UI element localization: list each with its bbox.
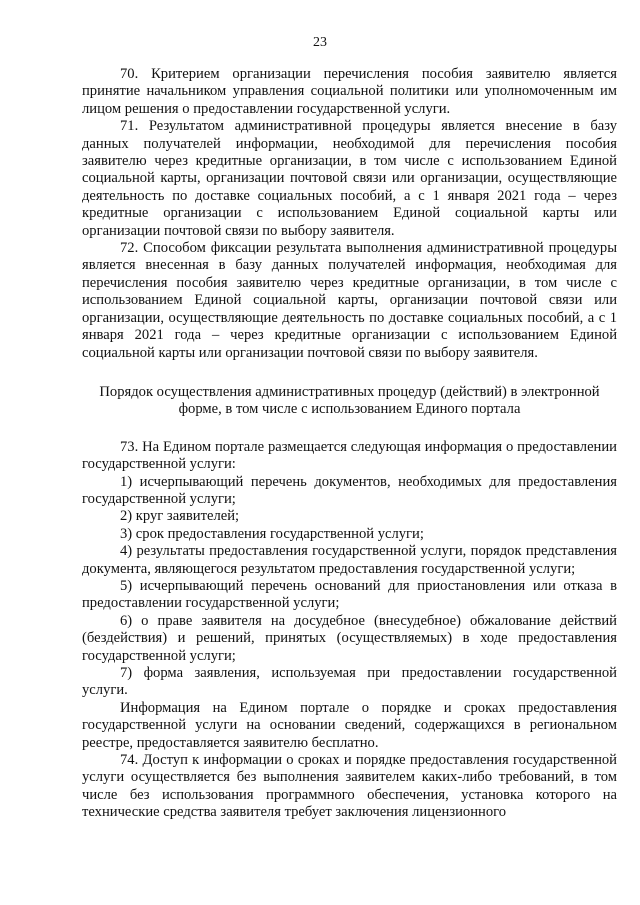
list-item-7: 7) форма заявления, используемая при предоставлении государственной услуги. [82,665,617,699]
list-item-6: 6) о праве заявителя на досудебное (внесудебное) обжалование действий (бездействия) и решений, принятых (осуществляемых) в ходе предоставления государственной услуги; [82,612,617,664]
list-item-1: 1) исчерпывающий перечень документов, необходимых для предоставления государственной услуги; [82,473,617,507]
paragraph-72: 72. Способом фиксации результата выполнения административной процедуры является внесенная в базу данных получателей информация, необходимая для перечисления пособия заявителю через кредитные организации, в том числе с использованием Единой социальной карты, организации почтовой связи или организации, осуществляющие деятельность по доставке социальных пособий, а с 1 января 2021 года – через кредитные организации с использованием Единой социальной карты или организации почтовой связи по выбору заявителя. [82,240,617,361]
list-item-4: 4) результаты предоставления государственной услуги, порядок представления документа, являющегося результатом предоставления государственной услуги; [82,543,617,577]
document-body [82,66,617,822]
list-item-3: 3) срок предоставления государственной услуги; [120,525,424,542]
list-item-2: 2) круг заявителей; [120,508,240,525]
paragraph-73: 73. На Едином портале размещается следующая информация о предоставлении государственной услуги: [82,438,617,473]
paragraph-74: 74. Доступ к информации о сроках и порядке предоставления государственной услуги осуществляется без выполнения заявителем каких-либо требований, в том числе без использования программного обеспечения, установка которого на технические средства заявителя требует заключения лицензионного [82,752,617,821]
paragraph-70: 70. Критерием организации перечисления пособия заявителю является принятие начальником управления социальной политики или уполномоченным им лицом решения о предоставлении государственной услуги. [82,66,617,117]
paragraph-71: 71. Результатом административной процедуры является внесение в базу данных получателей информации, необходимой для перечисления пособия заявителю через кредитные организации, в том числе с использованием Единой социальной карты, организации почтовой связи или организации, осуществляющие деятельность по доставке социальных пособий, а с 1 января 2021 года – через кредитные организации с использованием Единой социальной карты или организации почтовой связи по выбору заявителя. [82,118,617,239]
page-number: 23 [313,35,327,50]
paragraph-73-info: Информация на Едином портале о порядке и сроках предоставления государственной услуги на основании сведений, содержащихся в региональном реестре, предоставляется заявителю бесплатно. [82,699,617,751]
list-item-5: 5) исчерпывающий перечень оснований для приостановления или отказа в предоставлении государственной услуги; [82,577,617,612]
section-heading: Порядок осуществления административных процедур (действий) в электронной форме, в том числе с использованием Единого портала [99,383,600,418]
